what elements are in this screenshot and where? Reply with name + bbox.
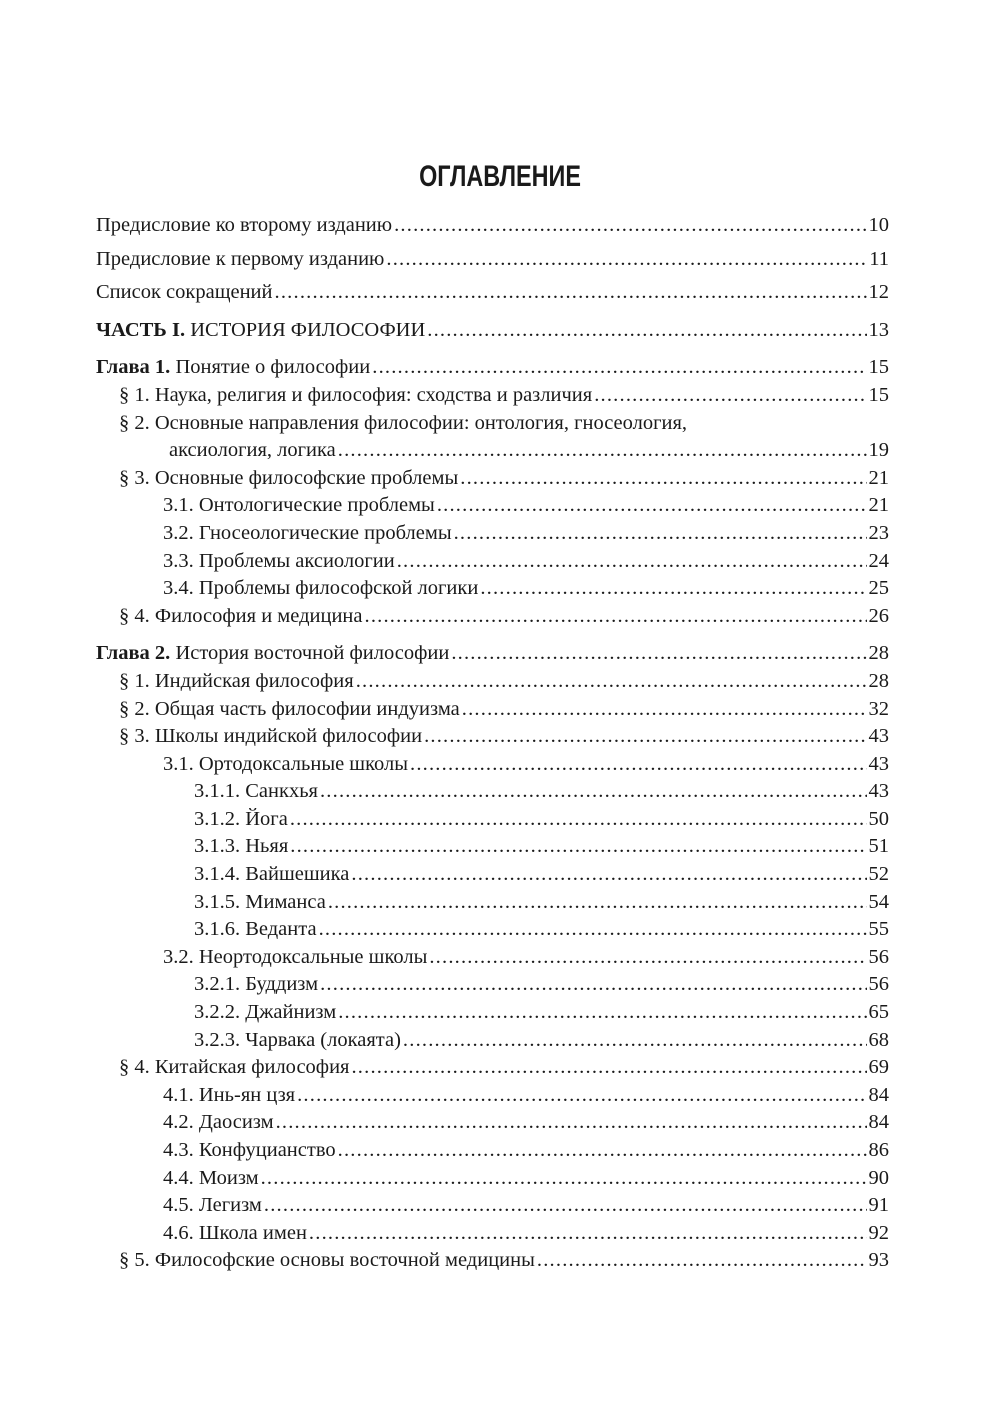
entry-label: 3.4. Проблемы философской логики	[163, 577, 479, 600]
toc-subsection[interactable]	[96, 520, 889, 548]
page-number: 86	[868, 1139, 889, 1161]
leader-dots	[297, 1082, 866, 1110]
toc-subsubsection[interactable]	[96, 778, 889, 806]
entry-label: ИСТОРИЯ ФИЛОСОФИИ	[190, 318, 426, 341]
leader-dots	[403, 1027, 867, 1055]
leader-dots	[451, 640, 866, 668]
toc-section[interactable]	[96, 723, 889, 751]
entry-label: 4.6. Школа имен	[163, 1221, 307, 1244]
entry-label: § 2. Общая часть философии индуизма	[119, 697, 460, 720]
toc-subsection[interactable]	[96, 548, 889, 576]
leader-dots	[309, 1220, 867, 1248]
page-title: ОГЛАВЛЕНИЕ	[419, 160, 581, 193]
page-number: 51	[868, 835, 889, 858]
page-number: 13	[868, 318, 889, 341]
toc-subsubsection[interactable]	[96, 833, 889, 861]
page-number: 56	[868, 945, 889, 968]
entry-label: Предисловие к первому изданию	[96, 247, 385, 270]
page-number: 24	[868, 549, 889, 572]
page-number: 68	[868, 1028, 889, 1051]
page-number: 23	[868, 521, 889, 544]
toc-entry[interactable]	[96, 246, 889, 274]
page-number: 15	[868, 383, 889, 406]
leader-dots	[338, 999, 866, 1027]
leader-dots	[276, 1109, 867, 1137]
leader-dots	[264, 1192, 867, 1220]
leader-dots	[594, 382, 866, 410]
leader-dots	[320, 778, 867, 806]
page-number: 26	[868, 604, 889, 627]
toc-chapter[interactable]	[96, 354, 889, 382]
toc-subsubsection[interactable]	[96, 861, 889, 889]
entry-label: Понятие о философии	[175, 356, 371, 379]
leader-dots	[462, 696, 867, 724]
toc-subsection[interactable]	[96, 1137, 889, 1165]
entry-label: 3.1.3. Ньяя	[194, 835, 289, 858]
leader-dots	[320, 971, 866, 999]
page-number: 19	[868, 439, 889, 462]
entry-label: 3.2.3. Чарвака (локаята)	[194, 1028, 401, 1051]
page-number: 56	[868, 973, 889, 996]
toc-entry[interactable]	[96, 212, 889, 240]
toc-section[interactable]	[96, 382, 889, 410]
entry-label: 3.3. Проблемы аксиологии	[163, 549, 395, 572]
leader-dots	[356, 668, 867, 696]
table-of-contents	[96, 212, 889, 1275]
leader-dots	[338, 1137, 867, 1165]
page-number: 25	[868, 577, 889, 600]
entry-label: § 3. Школы индийской философии	[119, 725, 423, 748]
toc-section-line1[interactable]: § 2. Основные направления философии: онтология, гносеология,	[119, 411, 688, 434]
toc-subsection[interactable]	[96, 1192, 889, 1220]
entry-label: 4.1. Инь-ян цзя	[163, 1083, 296, 1106]
leader-dots	[275, 279, 867, 307]
toc-subsection[interactable]	[96, 1109, 889, 1137]
entry-label: 3.2.2. Джайнизм	[194, 1001, 337, 1024]
entry-label: История восточной философии	[175, 642, 450, 665]
entry-label: 3.2. Неортодоксальные школы	[163, 945, 428, 968]
toc-section[interactable]	[96, 437, 889, 465]
part-prefix: ЧАСТЬ I.	[96, 318, 186, 341]
leader-dots	[365, 603, 867, 631]
leader-dots	[429, 944, 866, 972]
toc-subsection[interactable]	[96, 1082, 889, 1110]
entry-label: § 1. Индийская философия	[119, 669, 354, 692]
leader-dots	[454, 520, 867, 548]
entry-label: § 4. Философия и медицина	[119, 604, 363, 627]
page-number: 28	[868, 642, 889, 665]
leader-dots	[290, 833, 866, 861]
leader-dots	[437, 492, 867, 520]
toc-subsection[interactable]	[96, 492, 889, 520]
page-number: 84	[868, 1111, 889, 1134]
leader-dots	[386, 246, 867, 274]
leader-dots	[537, 1247, 867, 1275]
page-number: 15	[868, 356, 889, 379]
entry-label: 3.1.2. Йога	[194, 807, 288, 830]
entry-label: Предисловие ко второму изданию	[96, 214, 393, 236]
entry-label: 3.1.4. Вайшешика	[194, 863, 350, 886]
toc-part[interactable]	[96, 317, 889, 345]
entry-label: 3.1.6. Веданта	[194, 918, 317, 941]
page-number: 50	[868, 807, 889, 830]
page-number: 69	[868, 1056, 889, 1079]
entry-label: 4.4. Моизм	[163, 1166, 259, 1189]
entry-label: 3.2.1. Буддизм	[194, 973, 319, 996]
toc-section[interactable]	[96, 696, 889, 724]
entry-label: § 3. Основные философские проблемы	[119, 466, 459, 489]
page-number: 65	[868, 1001, 889, 1024]
toc-section[interactable]	[96, 1247, 889, 1275]
toc-subsection[interactable]	[96, 1220, 889, 1248]
page-number: 10	[868, 214, 889, 236]
page-number: 12	[868, 281, 889, 304]
entry-label: аксиология, логика	[169, 439, 336, 462]
page-number: 54	[868, 890, 889, 913]
toc-subsection[interactable]	[96, 751, 889, 779]
leader-dots	[424, 723, 866, 751]
toc-subsubsection[interactable]	[96, 971, 889, 999]
page-number: 21	[868, 494, 889, 517]
leader-dots	[351, 861, 866, 889]
leader-dots	[351, 1054, 866, 1082]
entry-label: § 4. Китайская философия	[119, 1056, 350, 1079]
leader-dots	[394, 212, 866, 240]
leader-dots	[480, 575, 866, 603]
toc-subsubsection[interactable]	[96, 999, 889, 1027]
leader-dots	[338, 437, 867, 465]
entry-label: 3.1. Ортодоксальные школы	[163, 752, 408, 775]
leader-dots	[397, 548, 867, 576]
toc-subsubsection[interactable]	[96, 916, 889, 944]
chapter-prefix: Глава 2.	[96, 642, 171, 665]
page-number: 91	[868, 1194, 889, 1217]
page-number: 32	[868, 697, 889, 720]
toc-subsubsection[interactable]	[96, 806, 889, 834]
toc-subsubsection[interactable]	[96, 1027, 889, 1055]
leader-dots	[460, 465, 866, 493]
entry-label: 3.2. Гносеологические проблемы	[163, 521, 452, 544]
page-number: 11	[869, 247, 889, 270]
toc-section[interactable]	[96, 603, 889, 631]
page-number: 52	[868, 863, 889, 886]
entry-label: 4.5. Легизм	[163, 1194, 262, 1217]
leader-dots	[328, 889, 867, 917]
entry-label: 4.3. Конфуцианство	[163, 1139, 336, 1161]
toc-subsubsection[interactable]	[96, 889, 889, 917]
entry-label: 3.1.5. Миманса	[194, 890, 326, 913]
entry-label: § 5. Философские основы восточной медицины	[119, 1249, 535, 1272]
entry-label: 4.2. Даосизм	[163, 1111, 274, 1134]
page-number: 90	[868, 1166, 889, 1189]
toc-subsection[interactable]	[96, 575, 889, 603]
leader-dots	[261, 1165, 867, 1193]
page-number: 43	[868, 780, 889, 803]
entry-label: 3.1. Онтологические проблемы	[163, 494, 435, 517]
page-number: 28	[868, 669, 889, 692]
page-number: 55	[868, 918, 889, 941]
toc-section[interactable]	[96, 668, 889, 696]
toc-section[interactable]	[96, 465, 889, 493]
page-number: 93	[868, 1249, 889, 1272]
page-number: 43	[868, 725, 889, 748]
toc-section[interactable]	[96, 1054, 889, 1082]
page-number: 84	[868, 1083, 889, 1106]
entry-label: § 1. Наука, религия и философия: сходства и различия	[119, 383, 593, 406]
toc-entry[interactable]	[96, 279, 889, 307]
page-number: 92	[868, 1221, 889, 1244]
chapter-prefix: Глава 1.	[96, 356, 171, 379]
leader-dots	[372, 354, 866, 382]
toc-subsection[interactable]	[96, 1165, 889, 1193]
leader-dots	[290, 806, 867, 834]
leader-dots	[410, 751, 867, 779]
leader-dots	[319, 916, 867, 944]
toc-chapter[interactable]	[96, 640, 889, 668]
toc-subsection[interactable]	[96, 944, 889, 972]
entry-label: Список сокращений	[96, 281, 273, 304]
leader-dots	[427, 317, 866, 345]
page-number: 43	[868, 752, 889, 775]
page-number: 21	[868, 466, 889, 489]
entry-label: 3.1.1. Санкхья	[194, 780, 318, 803]
